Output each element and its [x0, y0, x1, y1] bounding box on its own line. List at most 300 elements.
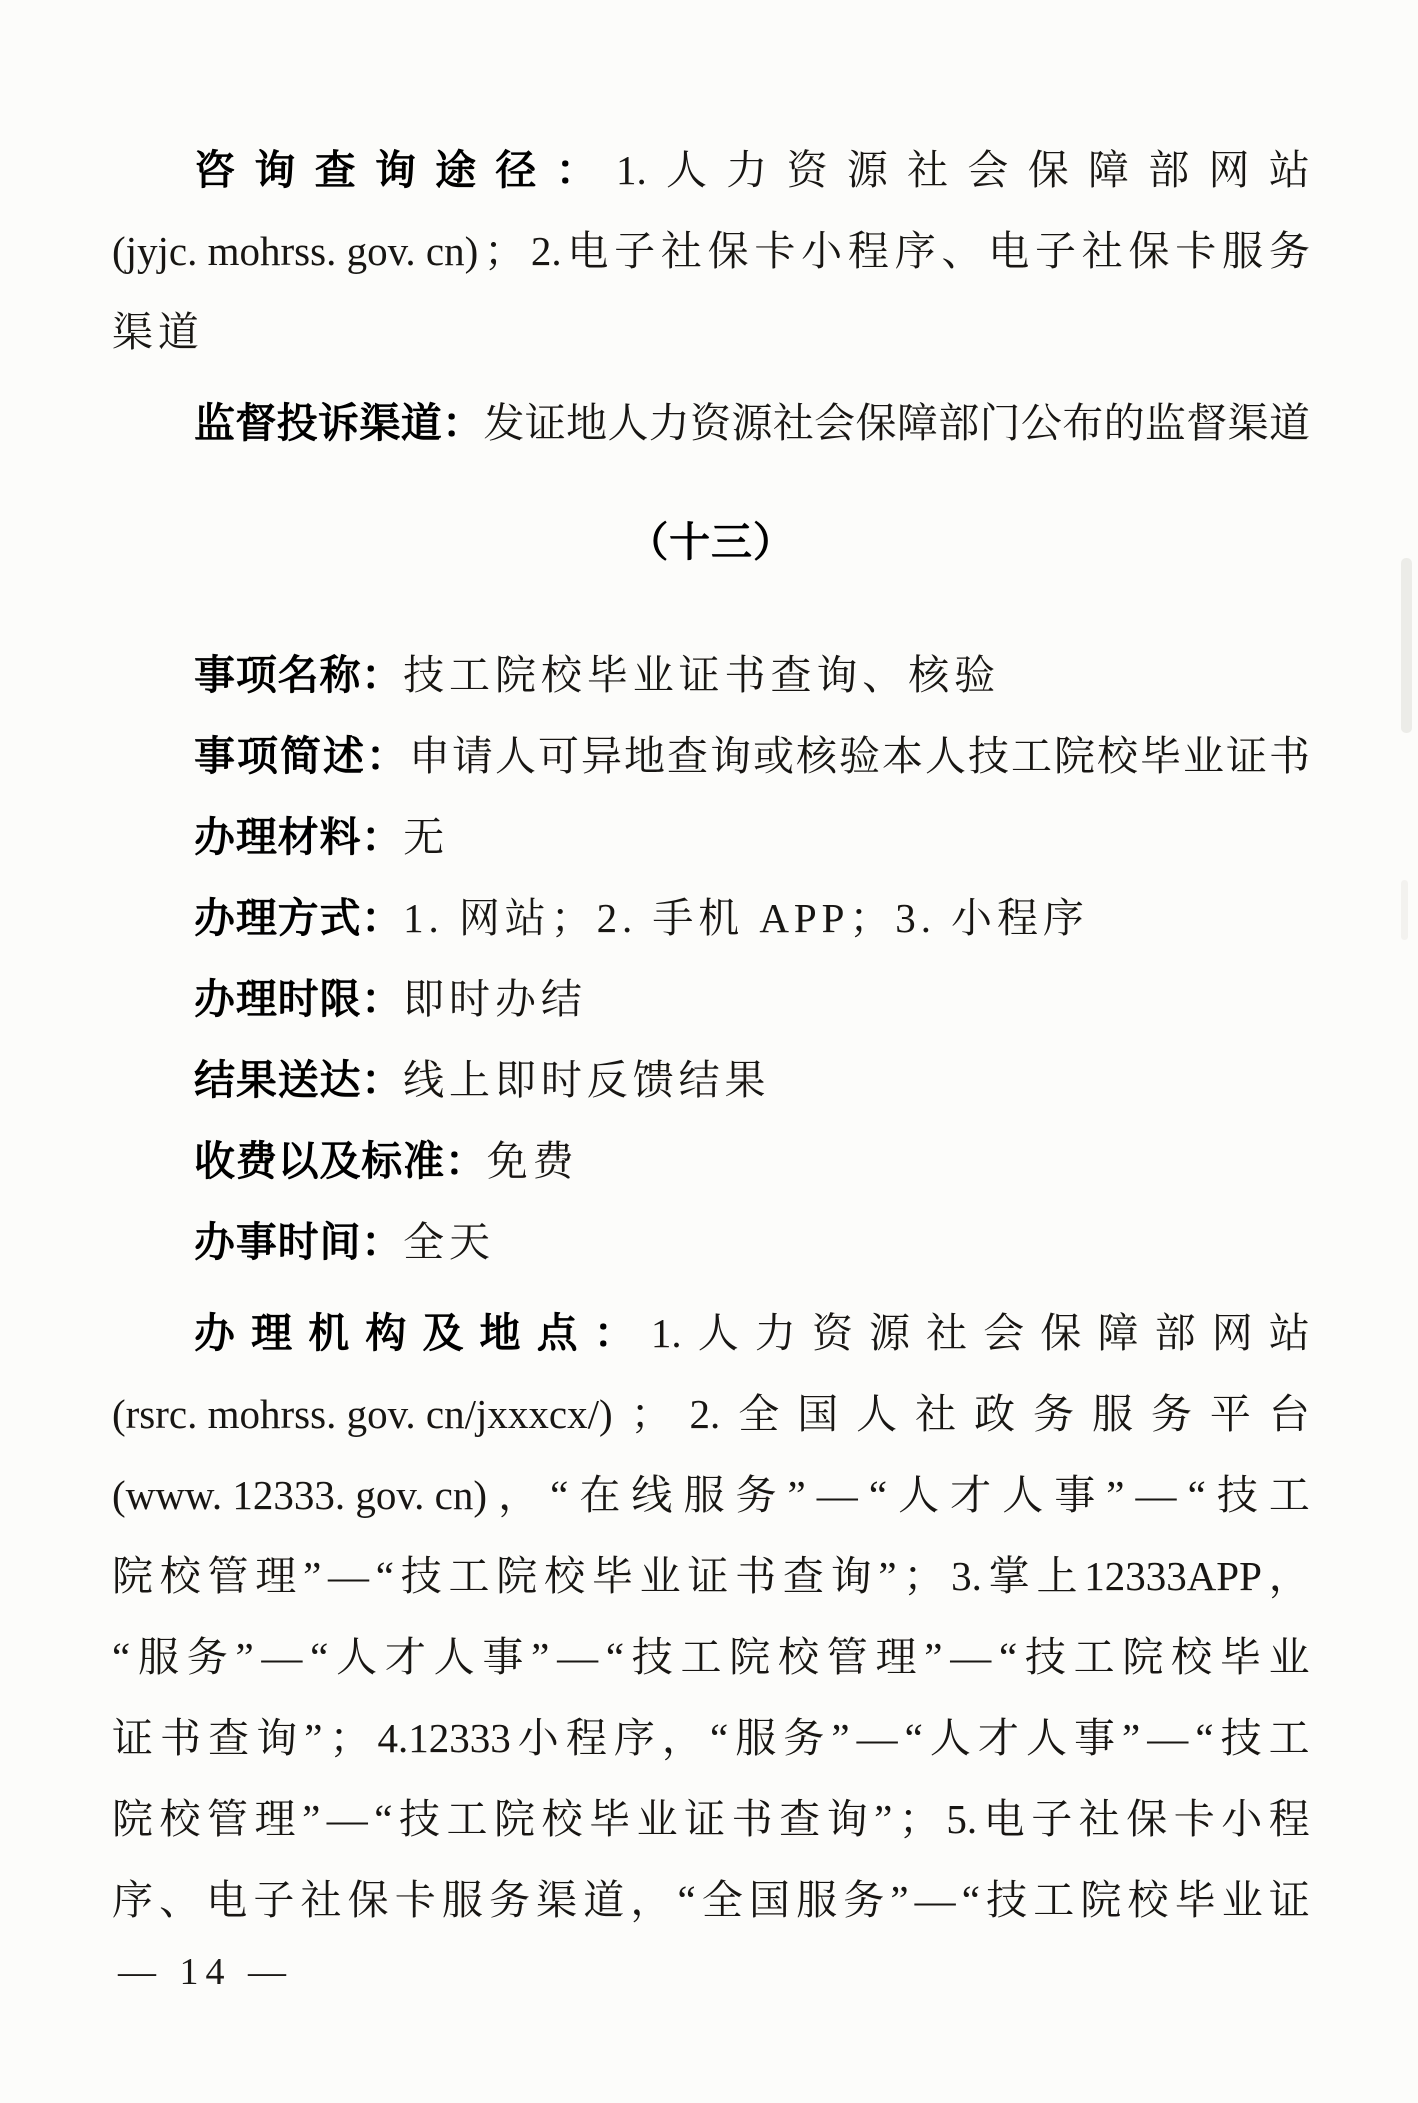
text-token: ” — [302, 1796, 321, 1842]
text-token: 技 — [631, 1634, 673, 1680]
text-token: 力 — [754, 1310, 796, 1356]
text-token: ” — [874, 1796, 893, 1842]
text-token: 证 — [1268, 1877, 1310, 1923]
text-token: 工 — [1268, 1715, 1310, 1761]
text-token: 事 — [1074, 1715, 1115, 1761]
text-token: 书 — [731, 1796, 773, 1842]
text-token: “ — [868, 1472, 888, 1518]
text-token: 社 — [1081, 228, 1123, 274]
text-token: 询 — [710, 733, 751, 779]
text-token: 管 — [207, 1553, 249, 1599]
text-token: 技 — [1220, 1715, 1262, 1761]
text-token: 才 — [384, 1634, 426, 1680]
text-token: 务 — [1150, 1391, 1192, 1437]
text-token: 子 — [1034, 228, 1076, 274]
text-token: 校 — [1097, 733, 1138, 779]
text-token: ， — [498, 1472, 540, 1518]
field-label: 办理时限： — [194, 975, 404, 1023]
text-token: 部 — [938, 400, 980, 446]
text-token: 才 — [977, 1715, 1019, 1761]
agency-location-line-7 — [112, 1779, 1310, 1860]
text-token: 2. — [689, 1391, 721, 1437]
text-token: 技 — [400, 1553, 442, 1599]
text-token: — — [1135, 1472, 1177, 1518]
text-token: 发 — [483, 400, 525, 446]
text-token: 院 — [112, 1796, 153, 1842]
text-token: 校 — [1171, 1634, 1213, 1680]
section-heading — [112, 502, 1310, 583]
text-token: 子 — [253, 1877, 295, 1923]
agency-location-line-8 — [112, 1860, 1310, 1941]
text-token: 证 — [684, 1796, 726, 1842]
text-token: 子 — [1031, 1796, 1073, 1842]
text-token: 毕 — [589, 1796, 631, 1842]
text-token: “ — [998, 1634, 1018, 1680]
text-token: 台 — [1268, 1391, 1310, 1437]
text-token: ， — [1268, 1553, 1310, 1599]
text-token: 询 — [826, 1796, 868, 1842]
text-token: 工 — [1268, 1472, 1310, 1518]
agency-location-line-1 — [112, 1293, 1310, 1374]
text-token: — — [914, 1877, 956, 1923]
text-token: 请 — [452, 733, 493, 779]
text-token: 服 — [1222, 228, 1264, 274]
text-token: 服 — [796, 1877, 838, 1923]
text-token: 管 — [826, 1634, 868, 1680]
field-label-char: 径 — [495, 146, 537, 194]
text-token: 工 — [448, 1553, 490, 1599]
text-token: 申 — [409, 733, 450, 779]
field-label-char: 途 — [435, 146, 477, 194]
text-token: “ — [375, 1553, 394, 1599]
text-token: 1. — [615, 147, 647, 193]
field-label: 办事时间： — [194, 1218, 404, 1266]
text-token: 书 — [735, 1553, 777, 1599]
text-token: 社 — [1078, 1796, 1120, 1842]
text-token: 电 — [988, 228, 1030, 274]
item-name-line — [112, 635, 1310, 716]
text-token: 国 — [748, 1877, 790, 1923]
text-token: 渠 — [536, 1877, 578, 1923]
text-token: 保 — [347, 1877, 389, 1923]
text-token: 事 — [1054, 1472, 1096, 1518]
text-token: 务 — [489, 1877, 530, 1923]
text-token: 人 — [856, 1391, 898, 1437]
methods-line — [112, 878, 1310, 959]
text-token: 询 — [830, 1553, 872, 1599]
text-token: 地 — [624, 733, 665, 779]
text-token: 证 — [687, 1553, 729, 1599]
text-token: 社 — [300, 1877, 342, 1923]
field-label-char: ： — [442, 399, 484, 447]
text-token: 网 — [1208, 147, 1250, 193]
field-value: 全天 — [403, 1219, 495, 1265]
text-token: 障 — [1097, 1310, 1139, 1356]
text-token: 查 — [667, 733, 708, 779]
agency-location-line-4 — [112, 1536, 1310, 1617]
text-token: 3. — [951, 1553, 982, 1599]
text-token: 询 — [256, 1715, 298, 1761]
text-token: 上 — [1036, 1553, 1078, 1599]
text-token: 社 — [772, 400, 814, 446]
text-token: 人 — [925, 733, 966, 779]
text-token: 人 — [1002, 1472, 1044, 1518]
text-token: 全 — [701, 1877, 743, 1923]
text-token: 保 — [855, 400, 897, 446]
text-token: 务 — [843, 1877, 885, 1923]
text-token: 技 — [1216, 1472, 1258, 1518]
text-token: 渠 — [1227, 400, 1269, 446]
field-label-char: 咨 — [194, 146, 235, 194]
text-token: “ — [310, 1634, 329, 1680]
text-token: 技 — [1024, 1634, 1066, 1680]
text-token: “ — [1187, 1472, 1206, 1518]
text-token: 1. — [650, 1310, 682, 1356]
field-label: 办理方式： — [194, 894, 404, 942]
supervision-complaint-channel-line — [112, 383, 1310, 464]
field-label-char: 地 — [479, 1309, 521, 1357]
text-token: 社 — [915, 1391, 957, 1437]
text-token: 会 — [983, 1310, 1025, 1356]
text-token: 业 — [639, 1553, 681, 1599]
service-hours-line — [112, 1202, 1310, 1283]
field-value: 渠道 — [112, 309, 204, 355]
field-label-char: 项 — [237, 732, 278, 780]
text-token: 院 — [729, 1634, 771, 1680]
text-token: 理 — [255, 1553, 297, 1599]
text-token: ” — [787, 1472, 806, 1518]
text-token: — — [816, 1472, 858, 1518]
text-token: 力 — [726, 147, 768, 193]
text-token: 管 — [207, 1796, 249, 1842]
fee-standard-line — [112, 1121, 1310, 1202]
text-token: 人 — [929, 1715, 971, 1761]
text-token: 小 — [801, 228, 843, 274]
text-token: 业 — [1221, 1877, 1263, 1923]
field-label-char: 机 — [308, 1309, 350, 1357]
text-token: ” — [878, 1553, 897, 1599]
agency-location-line-3 — [112, 1455, 1310, 1536]
text-token: “ — [605, 1634, 625, 1680]
text-token: 掌 — [988, 1553, 1030, 1599]
field-value: 免费 — [486, 1138, 579, 1184]
text-token: 毕 — [1219, 1634, 1261, 1680]
text-token: — — [326, 1796, 368, 1842]
field-label-char: 渠 — [359, 399, 401, 447]
text-token: 工 — [680, 1634, 722, 1680]
text-token: 保 — [707, 228, 749, 274]
text-token: 查 — [779, 1796, 821, 1842]
text-token: 障 — [1087, 147, 1129, 193]
text-token: 验 — [839, 733, 880, 779]
text-token: 在 — [579, 1472, 621, 1518]
text-token: 校 — [778, 1634, 820, 1680]
field-label-char: 监 — [194, 399, 235, 447]
text-token: ； — [329, 1715, 371, 1761]
field-label: 办理材料： — [194, 813, 404, 861]
scan-artifact — [1401, 558, 1412, 733]
text-token: 务 — [735, 1472, 777, 1518]
text-token: 本 — [882, 733, 923, 779]
text-token: 社 — [907, 147, 949, 193]
text-token: 电 — [206, 1877, 248, 1923]
text-token: 人 — [898, 1472, 940, 1518]
field-label: （十三） — [627, 518, 795, 566]
text-token: “ — [709, 1715, 729, 1761]
text-token: 布 — [1062, 400, 1104, 446]
text-token: — — [1147, 1715, 1189, 1761]
agency-location-line-5 — [112, 1617, 1310, 1698]
text-token: 服 — [735, 1715, 777, 1761]
field-label-char: ： — [593, 1309, 635, 1357]
text-token: 5. — [946, 1796, 978, 1842]
text-token: “ — [904, 1715, 923, 1761]
text-token: 异 — [581, 733, 622, 779]
text-token: ” — [303, 1553, 322, 1599]
text-token: “ — [550, 1472, 569, 1518]
text-token: 院 — [112, 1553, 153, 1599]
text-token: 国 — [797, 1391, 839, 1437]
page-number-footer: — 14 — — [118, 1951, 293, 1993]
text-token: 序 — [112, 1877, 153, 1923]
field-label: 收费以及标准： — [194, 1137, 487, 1185]
text-token: 人 — [697, 1310, 739, 1356]
text-token: 子 — [614, 228, 656, 274]
text-token: 程 — [565, 1715, 607, 1761]
text-token: 才 — [950, 1472, 992, 1518]
text-token: ” — [531, 1634, 550, 1680]
text-token: 公 — [1020, 400, 1062, 446]
text-token: 技 — [968, 733, 1009, 779]
text-token: 保 — [1126, 1796, 1168, 1842]
text-token: 卡 — [394, 1877, 436, 1923]
field-label-char: 诉 — [318, 399, 360, 447]
text-token: 务 — [1268, 228, 1310, 274]
text-token: 道 — [583, 1877, 625, 1923]
text-token: ” — [235, 1634, 254, 1680]
text-token: 业 — [636, 1796, 678, 1842]
text-token: 源 — [846, 147, 888, 193]
text-token: ； — [903, 1553, 945, 1599]
text-token: 人 — [495, 733, 536, 779]
text-token: 程 — [847, 228, 889, 274]
text-token: “ — [112, 1634, 131, 1680]
text-token: 全 — [738, 1391, 780, 1437]
text-token: 卡 — [1173, 1796, 1215, 1842]
text-token: 资 — [690, 400, 732, 446]
text-token: 核 — [796, 733, 837, 779]
field-label-char: 询 — [374, 146, 416, 194]
text-token: 务 — [186, 1634, 228, 1680]
text-token: 服 — [137, 1634, 179, 1680]
field-label-char: 事 — [194, 732, 235, 780]
field-label-char: 办 — [194, 1309, 235, 1357]
text-token: 务 — [783, 1715, 825, 1761]
text-token: 工 — [1011, 733, 1052, 779]
text-token: 人 — [666, 147, 707, 193]
text-token: ； — [484, 228, 526, 274]
text-token: 力 — [648, 400, 690, 446]
text-token: 道 — [1268, 400, 1310, 446]
text-token: 证 — [1226, 733, 1267, 779]
text-token: 服 — [1091, 1391, 1133, 1437]
text-token: ” — [924, 1634, 943, 1680]
consult-query-channels-line-1 — [112, 130, 1310, 211]
field-label-char: 点 — [536, 1309, 578, 1357]
consult-query-channels-line-2 — [112, 211, 1310, 292]
text-token: 资 — [786, 147, 828, 193]
text-token: 校 — [544, 1553, 586, 1599]
text-token: 平 — [1209, 1391, 1251, 1437]
text-token: 或 — [753, 733, 794, 779]
time-limit-line — [112, 959, 1310, 1040]
text-token: 业 — [1183, 733, 1224, 779]
text-token: 院 — [496, 1553, 538, 1599]
field-label-char: 督 — [235, 399, 277, 447]
text-token: 技 — [399, 1796, 441, 1842]
text-token: 小 — [1221, 1796, 1263, 1842]
text-token: 4.12333 — [377, 1715, 511, 1761]
text-token: 工 — [446, 1796, 488, 1842]
text-token: 工 — [1033, 1877, 1075, 1923]
text-token: 站 — [1268, 1310, 1310, 1356]
text-token: 务 — [1033, 1391, 1075, 1437]
scan-artifact — [1401, 880, 1408, 940]
text-token: 人 — [607, 400, 649, 446]
field-label-char: 投 — [276, 399, 318, 447]
text-token: 政 — [974, 1391, 1016, 1437]
text-token: 毕 — [1174, 1877, 1216, 1923]
text-token: 理 — [254, 1796, 296, 1842]
field-label: 结果送达： — [194, 1056, 404, 1104]
text-token: 门 — [979, 400, 1021, 446]
text-token: 业 — [1268, 1634, 1310, 1680]
text-token: (jyjc. mohrss. gov. cn) — [112, 228, 479, 274]
field-label-char: ： — [555, 146, 597, 194]
text-token: 部 — [1148, 147, 1190, 193]
text-token: 的 — [1103, 400, 1145, 446]
field-label-char: 述 — [323, 732, 364, 780]
field-label: 事项名称： — [194, 651, 404, 699]
text-token: 校 — [159, 1553, 201, 1599]
text-token: 服 — [683, 1472, 725, 1518]
text-token: 小 — [517, 1715, 559, 1761]
text-token: 工 — [1073, 1634, 1115, 1680]
text-token: 查 — [208, 1715, 250, 1761]
text-token: 电 — [567, 228, 609, 274]
text-token: — — [557, 1634, 599, 1680]
text-token: 社 — [660, 228, 702, 274]
page-footer — [118, 1948, 293, 1996]
text-token: 可 — [538, 733, 579, 779]
field-value: 技工院校毕业证书查询、核验 — [403, 652, 1001, 698]
text-token: 地 — [566, 400, 608, 446]
field-value: 线上即时反馈结果 — [403, 1057, 771, 1103]
field-label-char: 构 — [365, 1309, 407, 1357]
field-label-char: ： — [366, 732, 407, 780]
field-label-char: 询 — [254, 146, 296, 194]
text-token: 2. — [530, 228, 562, 274]
materials-line — [112, 797, 1310, 878]
text-token: 资 — [811, 1310, 853, 1356]
text-token: 源 — [731, 400, 773, 446]
text-token: 社 — [926, 1310, 968, 1356]
text-token: 校 — [159, 1796, 201, 1842]
text-token: 人 — [336, 1634, 378, 1680]
result-delivery-line — [112, 1040, 1310, 1121]
text-token: 站 — [1268, 147, 1310, 193]
text-token: 保 — [1040, 1310, 1082, 1356]
text-token: ； — [630, 1391, 672, 1437]
text-token: 源 — [869, 1310, 911, 1356]
text-token: 查 — [782, 1553, 824, 1599]
text-token: “ — [1195, 1715, 1214, 1761]
text-token: (www. 12333. gov. cn) — [112, 1472, 488, 1518]
text-token: ” — [831, 1715, 850, 1761]
text-token: 卡 — [754, 228, 796, 274]
document-body — [112, 130, 1310, 1941]
text-token: 障 — [896, 400, 938, 446]
text-token: 、 — [159, 1877, 201, 1923]
text-token: “ — [961, 1877, 980, 1923]
field-value: 1. 网站；2. 手机 APP；3. 小程序 — [403, 895, 1089, 941]
text-token: 线 — [631, 1472, 673, 1518]
text-token: ” — [890, 1877, 909, 1923]
text-token: ， — [661, 1715, 703, 1761]
text-token: 服 — [441, 1877, 483, 1923]
text-token: 、 — [941, 228, 983, 274]
text-token: 会 — [967, 147, 1009, 193]
agency-location-line-6 — [112, 1698, 1310, 1779]
text-token: 校 — [541, 1796, 583, 1842]
text-token: 人 — [1025, 1715, 1067, 1761]
text-token: 监 — [1144, 400, 1186, 446]
text-token: 部 — [1154, 1310, 1196, 1356]
field-value: 即时办结 — [403, 976, 587, 1022]
text-token: 校 — [1127, 1877, 1169, 1923]
text-token: 事 — [482, 1634, 524, 1680]
text-token: 电 — [983, 1796, 1025, 1842]
text-token: 网 — [1211, 1310, 1253, 1356]
consult-query-channels-line-3 — [112, 292, 1310, 373]
agency-location-line-2 — [112, 1374, 1310, 1455]
text-token: 证 — [112, 1715, 153, 1761]
text-token: 保 — [1027, 147, 1069, 193]
text-token: ， — [630, 1877, 672, 1923]
text-token: 人 — [433, 1634, 475, 1680]
text-token: 12333APP — [1084, 1553, 1262, 1599]
text-token: ” — [1106, 1472, 1125, 1518]
text-token: 书 — [1269, 733, 1310, 779]
text-token: 院 — [494, 1796, 536, 1842]
field-label-char: 简 — [280, 732, 321, 780]
text-token: — — [950, 1634, 992, 1680]
text-token: ” — [304, 1715, 323, 1761]
text-token: 院 — [1122, 1634, 1164, 1680]
text-token: 卡 — [1175, 228, 1217, 274]
text-token: 技 — [986, 1877, 1028, 1923]
text-token: 程 — [1268, 1796, 1310, 1842]
text-token: (rsrc. mohrss. gov. cn/jxxxcx/) — [112, 1391, 613, 1437]
text-token: 序 — [613, 1715, 655, 1761]
text-token: 序 — [894, 228, 936, 274]
item-summary-line — [112, 716, 1310, 797]
text-token: 会 — [814, 400, 856, 446]
text-token: 督 — [1186, 400, 1228, 446]
text-token: 证 — [524, 400, 566, 446]
text-token: — — [856, 1715, 898, 1761]
text-token: 书 — [160, 1715, 202, 1761]
